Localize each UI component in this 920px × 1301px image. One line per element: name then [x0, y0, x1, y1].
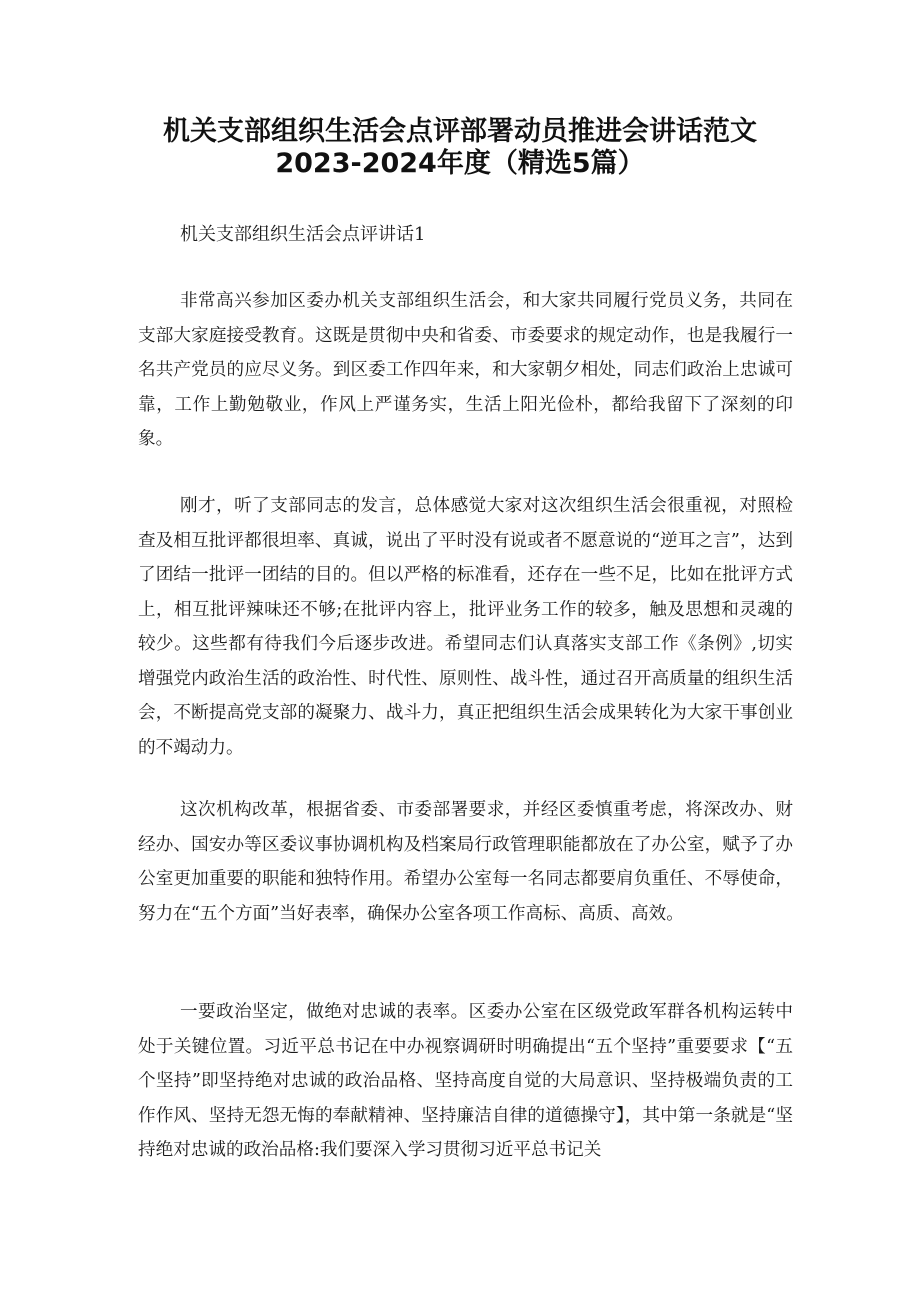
document-title-line1: 机关支部组织生活会点评部署动员推进会讲话范文: [163, 116, 757, 147]
body-paragraph-3: 这次机构改革，根据省委、市委部署要求，并经区委慎重考虑，将深改办、财经办、国安办等区委议事协调机构及档案局行政管理职能都放在了办公室，赋予了办公室更加重要的职能和独特作用。希望办公室每一名同志都要肩负重任、不辱使命，努力在“五个方面”当好表率，确保办公室各项工作高标、高质、高效。: [138, 800, 793, 924]
body-paragraph-4: 一要政治坚定，做绝对忠诚的表率。区委办公室在区级党政军群各机构运转中处于关键位置。习近平总书记在中办视察调研时明确提出“五个坚持”重要要求【“五个坚持”即坚持绝对忠诚的政治品格、坚持高度自觉的大局意识、坚持极端负责的工作作风、坚持无怨无悔的奉献精神、坚持廉洁自律的道德操守】，其中第一条就是“坚持绝对忠诚的政治品格:我们要深入学习贯彻习近平总书记关: [138, 1002, 793, 1160]
section-heading: 机关支部组织生活会点评讲话1: [180, 224, 426, 245]
body-paragraph-2: 刚才，听了支部同志的发言，总体感觉大家对这次组织生活会很重视，对照检查及相互批评都很坦率、真诚，说出了平时没有说或者不愿意说的“逆耳之言”，达到了团结一批评一团结的目的。但以严格的标准看，还存在一些不足，比如在批评方式上，相互批评辣味还不够;在批评内容上，批评业务工作的较多，触及思想和灵魂的较少。这些都有待我们今后逐步改进。希望同志们认真落实支部工作《条例》,切实增强党内政治生活的政治性、时代性、原则性、战斗性，通过召开高质量的组织生活会，不断提高党支部的凝聚力、战斗力，真正把组织生活会成果转化为大家干事创业的不竭动力。: [138, 496, 793, 758]
body-paragraph-1: 非常高兴参加区委办机关支部组织生活会，和大家共同履行党员义务，共同在支部大家庭接受教育。这既是贯彻中央和省委、市委要求的规定动作，也是我履行一名共产党员的应尽义务。到区委工作四年来，和大家朝夕相处，同志们政治上忠诚可靠，工作上勤勉敬业，作风上严谨务实，生活上阳光俭朴，都给我留下了深刻的印象。: [138, 291, 793, 449]
document-title-line2: 2023-2024年度（精选5篇）: [275, 148, 645, 179]
